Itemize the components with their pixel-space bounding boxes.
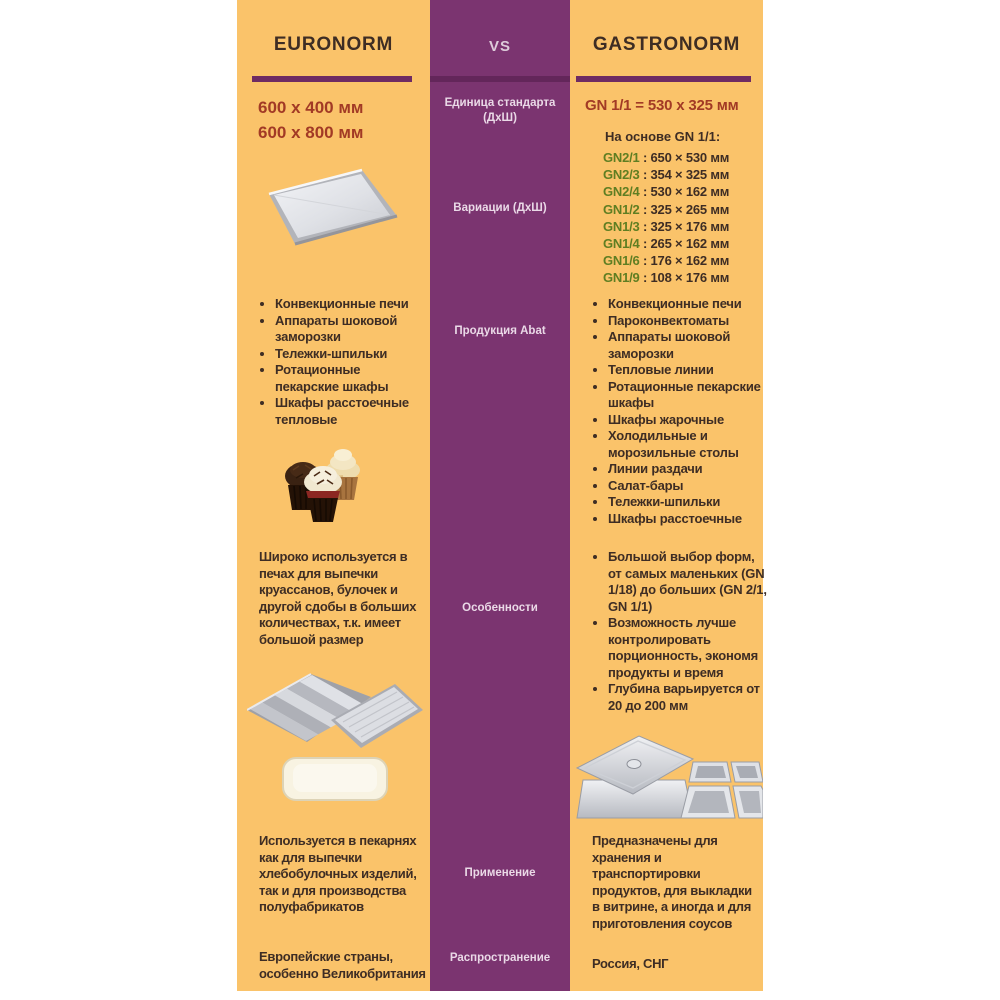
- list-item: • Аппараты шоковой заморозки: [608, 329, 766, 362]
- row-label-variations: Вариации (ДхШ): [453, 202, 547, 214]
- euronorm-products-list: [262, 296, 427, 428]
- list-item: • Шкафы расстоечные: [608, 511, 766, 528]
- list-item: • Шкафы жарочные: [608, 412, 766, 429]
- gn-variant-code: GN1/3: [603, 218, 640, 234]
- gn-variant-item: [603, 252, 729, 269]
- vs-underline: [430, 76, 570, 82]
- gn-variant-item: [603, 218, 729, 235]
- gn-variant-size: : 176 × 162 мм: [639, 253, 730, 269]
- euronorm-features-text: Широко используется в печах для выпечки круассанов, булочек и другой сдобы в больших количествах, т.к. имеет большой размер: [259, 549, 417, 647]
- gn-variant-item: [603, 149, 729, 166]
- euronorm-size-line-1: 600 x 400 мм: [258, 98, 364, 117]
- gn-variant-item: [603, 235, 729, 252]
- gastronorm-underline: [576, 76, 751, 82]
- vs-column-background: [430, 0, 570, 991]
- list-item: • Пароконвектоматы: [608, 313, 766, 330]
- gn-variant-item: [603, 166, 729, 183]
- list-item: • Тележки-шпильки: [275, 346, 427, 363]
- list-item: • Холодильные и морозильные столы: [608, 428, 766, 461]
- gn-variant-item: [603, 201, 729, 218]
- gn-variant-size: : 354 × 325 мм: [639, 167, 730, 183]
- gn-variant-size: : 650 × 530 мм: [639, 150, 730, 165]
- euronorm-title: EURONORM: [273, 34, 394, 55]
- gn-variant-size: : 325 × 176 мм: [639, 218, 730, 234]
- gn-variant-code: GN1/4: [603, 236, 640, 252]
- gastronorm-application-text: Предназначены для хранения и транспортировки продуктов, для выкладки в витрине, а иногда и для приготовления соусов: [592, 833, 752, 931]
- gn-variant-size: : 108 × 176 мм: [639, 270, 730, 286]
- gastronorm-standard-size: GN 1/1 = 530 x 325 мм: [585, 97, 739, 114]
- gn-variations-intro: На основе GN 1/1:: [605, 129, 721, 144]
- row-label-abat-products: Продукция Abat: [454, 325, 546, 337]
- euronorm-underline: [252, 76, 412, 82]
- list-item: • Линии раздачи: [608, 461, 766, 478]
- infographic-board: [237, 0, 767, 991]
- gn-variations-list: [603, 149, 729, 287]
- gn-variant-code: GN2/3: [603, 167, 640, 183]
- gn-variant-item: [603, 269, 729, 286]
- gn-pan-with-lid: [577, 736, 693, 818]
- list-item: • Тележки-шпильки: [608, 494, 766, 511]
- gastronorm-title: GASTRONORM: [592, 34, 741, 55]
- gastronorm-pans-image: [575, 724, 763, 824]
- euronorm-standard-sizes: [258, 95, 364, 145]
- gn-variant-size: : 325 × 265 мм: [639, 201, 730, 217]
- row-label-features: Особенности: [462, 602, 538, 614]
- list-item: • Салат-бары: [608, 478, 766, 495]
- list-item: • Конвекционные печи: [275, 296, 427, 313]
- gn-variant-size: : 265 × 162 мм: [639, 236, 730, 252]
- list-item: • Ротационные пекарские шкафы: [608, 379, 766, 412]
- list-item: • Аппараты шоковой заморозки: [275, 313, 427, 346]
- euronorm-distribution-text: Европейские страны, особенно Великобритания: [259, 949, 426, 981]
- list-item: • Большой выбор форм, от самых маленьких (GN 1/18) до больших (GN 2/1, GN 1/1): [608, 549, 770, 615]
- cupcakes-image: [281, 440, 367, 524]
- list-item: • Шкафы расстоечные тепловые: [275, 395, 427, 428]
- baking-sheet-image: [257, 164, 407, 249]
- lid-knob: [627, 760, 641, 769]
- row-label-standard-unit-line-2: (ДхШ): [483, 112, 517, 124]
- gastronorm-products-list: [595, 296, 766, 527]
- euronorm-trays-image: [247, 664, 423, 802]
- white-tray: [283, 758, 387, 800]
- row-label-standard-unit-line-1: Единица стандарта: [444, 97, 556, 109]
- vs-label: VS: [488, 38, 511, 55]
- gn-variant-item: [603, 183, 729, 200]
- list-item: • Глубина варьируется от 20 до 200 мм: [608, 681, 770, 714]
- list-item: • Тепловые линии: [608, 362, 766, 379]
- gn-small-pans: [681, 762, 763, 818]
- list-item: • Конвекционные печи: [608, 296, 766, 313]
- gn-variant-code: GN1/6: [603, 253, 640, 269]
- list-item: • Ротационные пекарские шкафы: [275, 362, 427, 395]
- row-label-distribution: Распространение: [449, 952, 551, 964]
- gastronorm-features-list: [595, 549, 770, 714]
- list-item: • Возможность лучше контролировать порционность, экономя продукты и время: [608, 615, 770, 681]
- gastronorm-distribution-text: Россия, СНГ: [592, 956, 669, 971]
- row-label-application: Применение: [464, 867, 536, 879]
- gn-variant-size: : 530 × 162 мм: [639, 184, 730, 200]
- gn-variant-code: GN1/2: [603, 201, 640, 217]
- gn-variant-code: GN2/1: [603, 150, 640, 165]
- red-velvet-cupcake: [304, 466, 342, 522]
- euronorm-size-line-2: 600 x 800 мм: [258, 123, 364, 142]
- gn-variant-code: GN1/9: [603, 270, 640, 286]
- euronorm-application-text: Используется в пекарнях как для выпечки хлебобулочных изделий, так и для производства полуфабрикатов: [259, 833, 417, 914]
- row-label-standard-unit: [430, 96, 570, 126]
- gn-variant-code: GN2/4: [603, 184, 640, 200]
